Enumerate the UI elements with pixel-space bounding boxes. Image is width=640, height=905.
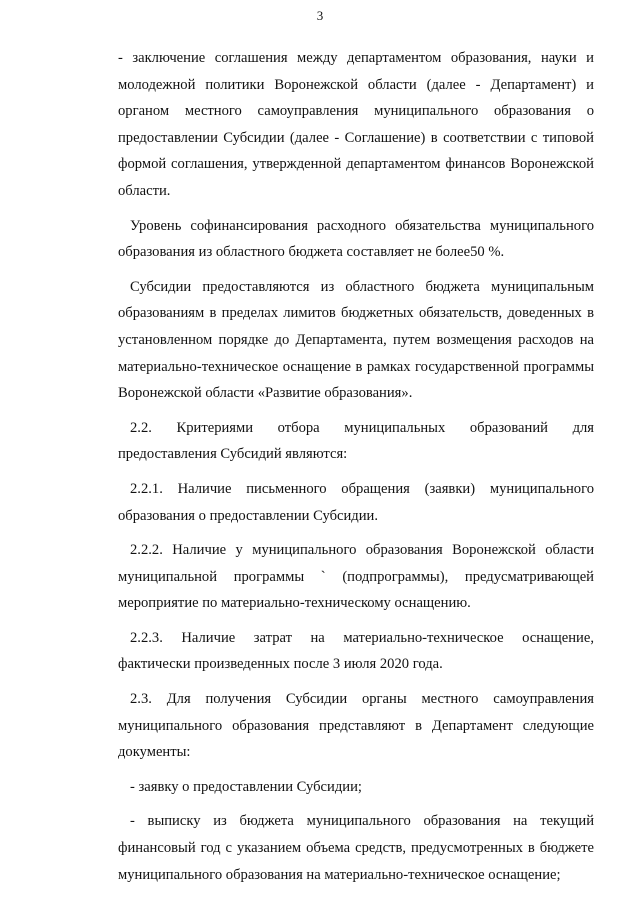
text-line: - заключение соглашения между департаментом образования, науки и bbox=[118, 50, 594, 66]
paragraph-documents bbox=[118, 686, 594, 766]
list-item-budget-extract bbox=[118, 808, 594, 888]
paragraph-criterion-3 bbox=[118, 625, 594, 678]
text-line: области. bbox=[118, 182, 171, 199]
text-line: 2.2.3. Наличие затрат на материально-техническое оснащение, bbox=[130, 629, 594, 646]
page-number: 3 bbox=[316, 8, 324, 23]
document-body bbox=[118, 45, 594, 888]
text-line: 2.3. Для получения Субсидии органы местного самоуправления bbox=[130, 691, 594, 708]
list-item-application bbox=[118, 774, 594, 801]
paragraph-cofinancing bbox=[118, 213, 594, 266]
text-line: установленном порядке до Департамента, путем возмещения расходов на bbox=[118, 331, 594, 348]
text-line: формой соглашения, утвержденной департаментом финансов Воронежской bbox=[118, 156, 594, 173]
text-line: 2.2. Критериями отбора муниципальных образований для bbox=[130, 419, 594, 436]
text-line: 2.2.1. Наличие письменного обращения (заявки) муниципального bbox=[130, 480, 594, 497]
text-line: образования из областного бюджета составляет не более50 %. bbox=[118, 244, 505, 261]
text-line: финансовый год с указанием объема средств, предусмотренных в бюджете bbox=[118, 840, 594, 857]
text-line: материально-техническое оснащение в рамках государственной программы bbox=[118, 358, 594, 375]
text-line: Уровень софинансирования расходного обязательства муниципального bbox=[130, 217, 594, 234]
text-line: молодежной политики Воронежской области (далее - Департамент) и bbox=[118, 76, 594, 93]
text-line: образованиям в пределах лимитов бюджетных обязательств, доведенных в bbox=[118, 305, 594, 322]
text-line: муниципального образования на материально-техническое оснащение; bbox=[118, 866, 561, 883]
text-line: фактически произведенных после 3 июля 2020 года. bbox=[118, 656, 443, 673]
text-line: 2.2.2. Наличие у муниципального образования Воронежской области bbox=[130, 542, 594, 559]
text-line: муниципальной программы ` (подпрограммы), предусматривающей bbox=[118, 568, 594, 585]
text-line: мероприятие по материально-техническому оснащению. bbox=[118, 595, 471, 612]
text-line: предоставлении Субсидии (далее - Соглашение) в соответствии с типовой bbox=[118, 129, 594, 146]
text-line: документы: bbox=[118, 744, 191, 761]
text-line: Субсидии предоставляются из областного бюджета муниципальным bbox=[130, 278, 594, 295]
text-line: - выписку из бюджета муниципального образования на текущий bbox=[130, 813, 594, 830]
text-line: органом местного самоуправления муниципального образования о bbox=[118, 103, 594, 120]
paragraph-agreement bbox=[118, 45, 594, 205]
paragraph-subsidies bbox=[118, 274, 594, 407]
text-line: предоставления Субсидий являются: bbox=[118, 446, 348, 463]
text-line: образования о предоставлении Субсидии. bbox=[118, 507, 378, 524]
paragraph-criterion-1 bbox=[118, 476, 594, 529]
text-line: - заявку о предоставлении Субсидии; bbox=[130, 778, 362, 795]
text-line: Воронежской области «Развитие образования». bbox=[118, 385, 413, 402]
paragraph-criterion-2 bbox=[118, 537, 594, 617]
paragraph-criteria bbox=[118, 415, 594, 468]
text-line: муниципального образования представляют в Департамент следующие bbox=[118, 717, 594, 734]
